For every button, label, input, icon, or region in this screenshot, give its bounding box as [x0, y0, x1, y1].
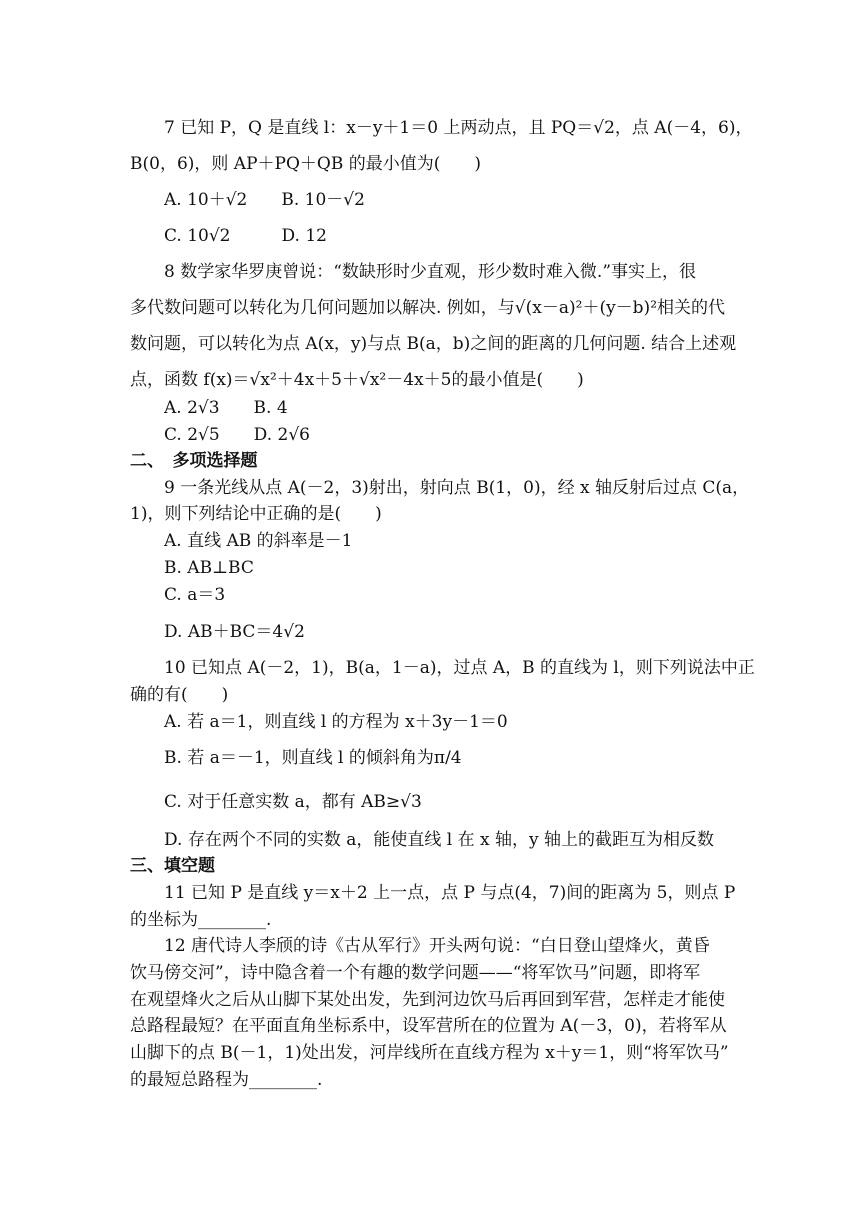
text-line: A. 10＋√2 B. 10－√2 [164, 190, 365, 210]
text-line: 7 已知 P，Q 是直线 l：x－y＋1＝0 上两动点，且 PQ＝√2，点 A(－4，6)， [164, 118, 753, 138]
text-line: C. 2√5 D. 2√6 [164, 425, 310, 445]
text-line: 9 一条光线从点 A(－2，3)射出，射向点 B(1，0)，经 x 轴反射后过点 C(a， [164, 478, 750, 498]
text-line: 的坐标为________. [130, 910, 272, 930]
text-line: D. AB＋BC＝4√2 [164, 622, 305, 642]
text-line: 饮马傍交河”，诗中隐含着一个有趣的数学问题——“将军饮马”问题，即将军 [130, 963, 701, 983]
text-line: 多代数问题可以转化为几何问题加以解决. 例如，与√(x－a)²＋(y－b)²相关的代 [130, 298, 726, 318]
text-line: 1)，则下列结论中正确的是( ) [130, 504, 382, 524]
text-line: B. 若 a＝－1，则直线 l 的倾斜角为π/4 [164, 748, 462, 768]
text-line: 二、 多项选择题 [130, 451, 258, 471]
text-line: A. 2√3 B. 4 [164, 398, 288, 418]
text-line: 10 已知点 A(－2，1)，B(a，1－a)，过点 A，B 的直线为 l，则下列说法中正 [164, 658, 755, 678]
text-line: 确的有( ) [130, 685, 229, 705]
text-line: 12 唐代诗人李颀的诗《古从军行》开头两句说：“白日登山望烽火，黄昏 [164, 936, 710, 956]
text-line: 11 已知 P 是直线 y＝x＋2 上一点，点 P 与点(4，7)间的距离为 5，则点 P [164, 883, 736, 903]
text-line: C. a＝3 [164, 585, 226, 605]
text-line: 在观望烽火之后从山脚下某处出发，先到河边饮马后再回到军营，怎样走才能使 [130, 990, 725, 1010]
text-line: 8 数学家华罗庚曾说：“数缺形时少直观，形少数时难入微.”事实上，很 [164, 262, 697, 282]
text-line: B. AB⊥BC [164, 558, 254, 578]
text-line: 总路程最短？在平面直角坐标系中，设军营所在的位置为 A(－3，0)，若将军从 [130, 1016, 727, 1036]
text-line: 山脚下的点 B(－1，1)处出发，河岸线所在直线方程为 x＋y＝1，则“将军饮马” [130, 1043, 729, 1063]
text-line: B(0，6)，则 AP＋PQ＋QB 的最小值为( ) [130, 154, 481, 174]
text-line: 的最短总路程为________. [130, 1070, 323, 1090]
text-line: 点，函数 f(x)＝√x²＋4x＋5＋√x²－4x＋5的最小值是( ) [130, 370, 584, 390]
text-line: D. 存在两个不同的实数 a，能使直线 l 在 x 轴，y 轴上的截距互为相反数 [164, 830, 715, 850]
text-line: C. 10√2 D. 12 [164, 226, 327, 246]
text-line: A. 若 a＝1，则直线 l 的方程为 x＋3y－1＝0 [164, 712, 508, 732]
text-line: 三、填空题 [130, 856, 215, 876]
text-line: C. 对于任意实数 a，都有 AB≥√3 [164, 792, 422, 812]
text-line: 数问题，可以转化为点 A(x，y)与点 B(a，b)之间的距离的几何问题. 结合上述观 [130, 334, 737, 354]
text-line: A. 直线 AB 的斜率是－1 [164, 531, 353, 551]
